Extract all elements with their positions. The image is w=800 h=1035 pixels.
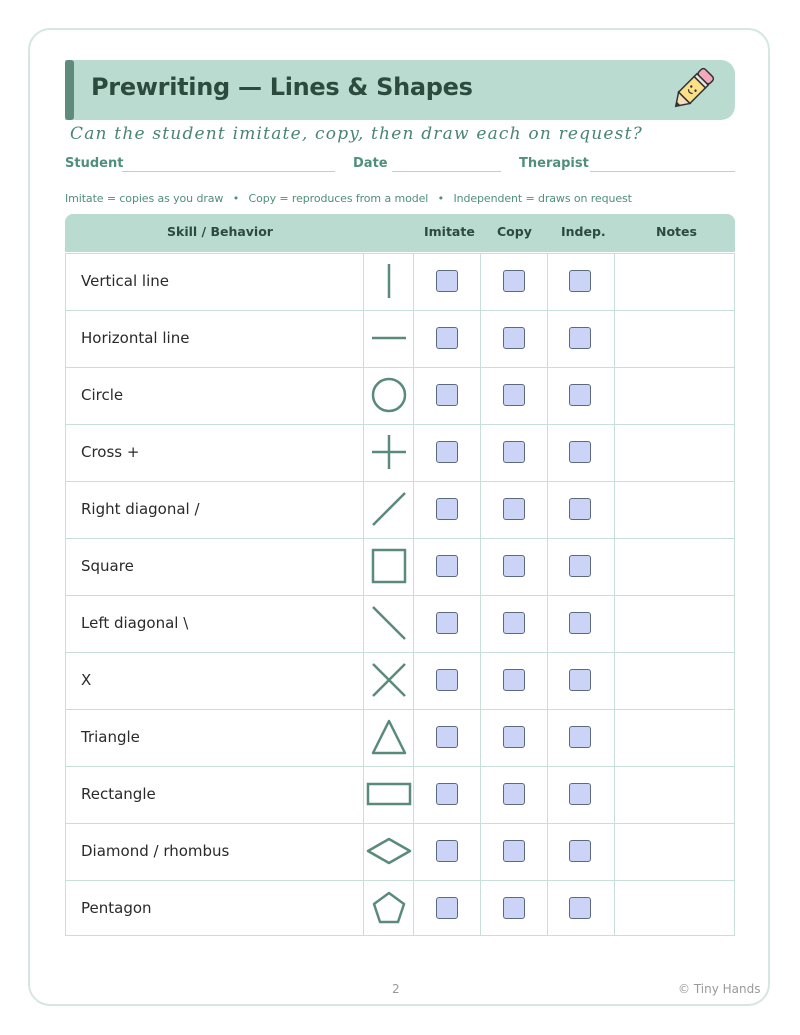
notes-cell[interactable] xyxy=(615,482,734,537)
date-field[interactable] xyxy=(392,171,501,172)
skill-label: Rectangle xyxy=(81,785,156,803)
page-title: Prewriting — Lines & Shapes xyxy=(91,73,473,101)
column-header-notes: Notes xyxy=(656,224,697,239)
skill-label: Square xyxy=(81,557,134,575)
table-row xyxy=(65,310,735,367)
copy-checkbox[interactable] xyxy=(503,441,525,463)
imitate-checkbox[interactable] xyxy=(436,270,458,292)
legend-separator: • xyxy=(437,192,445,205)
imitate-checkbox[interactable] xyxy=(436,897,458,919)
pencil-icon xyxy=(666,64,718,116)
indep-checkbox[interactable] xyxy=(569,555,591,577)
notes-cell[interactable] xyxy=(615,425,734,480)
indep-checkbox[interactable] xyxy=(569,441,591,463)
copy-checkbox[interactable] xyxy=(503,783,525,805)
skill-label: Horizontal line xyxy=(81,329,190,347)
notes-cell[interactable] xyxy=(615,767,734,822)
legend-copy: Copy = reproduces from a model xyxy=(248,192,429,205)
column-header-imitate: Imitate xyxy=(424,224,475,239)
table-row xyxy=(65,367,735,424)
column-header-indep: Indep. xyxy=(561,224,606,239)
diamond-icon xyxy=(364,826,414,876)
skill-label: Diamond / rhombus xyxy=(81,842,230,860)
imitate-checkbox[interactable] xyxy=(436,327,458,349)
page-number: 2 xyxy=(392,982,400,996)
table-row xyxy=(65,538,735,595)
skill-label: X xyxy=(81,671,92,689)
table-row xyxy=(65,823,735,880)
legend-separator: • xyxy=(232,192,240,205)
circle-icon xyxy=(364,370,414,420)
table-row xyxy=(65,709,735,766)
imitate-checkbox[interactable] xyxy=(436,441,458,463)
page-subtitle: Can the student imitate, copy, then draw each on request? xyxy=(70,124,643,144)
vertical-line-icon xyxy=(364,256,414,306)
table-row xyxy=(65,880,735,937)
column-header-skill: Skill / Behavior xyxy=(167,224,273,239)
copy-checkbox[interactable] xyxy=(503,726,525,748)
notes-cell[interactable] xyxy=(615,824,734,879)
notes-cell[interactable] xyxy=(615,710,734,765)
skill-label: Right diagonal / xyxy=(81,500,200,518)
imitate-checkbox[interactable] xyxy=(436,555,458,577)
copy-checkbox[interactable] xyxy=(503,384,525,406)
column-header-copy: Copy xyxy=(497,224,532,239)
copy-checkbox[interactable] xyxy=(503,498,525,520)
table-row xyxy=(65,766,735,823)
title-banner-accent xyxy=(65,60,74,120)
copy-checkbox[interactable] xyxy=(503,327,525,349)
table-header xyxy=(65,214,735,252)
copy-checkbox[interactable] xyxy=(503,555,525,577)
horizontal-line-icon xyxy=(364,313,414,363)
indep-checkbox[interactable] xyxy=(569,783,591,805)
student-field[interactable] xyxy=(122,171,335,172)
cross-icon xyxy=(364,427,414,477)
imitate-checkbox[interactable] xyxy=(436,840,458,862)
square-icon xyxy=(364,541,414,591)
indep-checkbox[interactable] xyxy=(569,498,591,520)
indep-checkbox[interactable] xyxy=(569,726,591,748)
date-label: Date xyxy=(353,156,388,171)
copy-checkbox[interactable] xyxy=(503,270,525,292)
indep-checkbox[interactable] xyxy=(569,270,591,292)
x-icon xyxy=(364,655,414,705)
triangle-icon xyxy=(364,712,414,762)
indep-checkbox[interactable] xyxy=(569,612,591,634)
table-row xyxy=(65,253,735,310)
notes-cell[interactable] xyxy=(615,881,734,936)
notes-cell[interactable] xyxy=(615,368,734,423)
indep-checkbox[interactable] xyxy=(569,384,591,406)
copy-checkbox[interactable] xyxy=(503,840,525,862)
notes-cell[interactable] xyxy=(615,596,734,651)
right-diagonal-icon xyxy=(364,484,414,534)
indep-checkbox[interactable] xyxy=(569,327,591,349)
notes-cell[interactable] xyxy=(615,539,734,594)
imitate-checkbox[interactable] xyxy=(436,669,458,691)
copy-checkbox[interactable] xyxy=(503,612,525,634)
skill-label: Triangle xyxy=(81,728,140,746)
imitate-checkbox[interactable] xyxy=(436,498,458,520)
indep-checkbox[interactable] xyxy=(569,669,591,691)
table-row xyxy=(65,424,735,481)
legend-independent: Independent = draws on request xyxy=(453,192,632,205)
therapist-field[interactable] xyxy=(590,171,735,172)
rectangle-icon xyxy=(364,769,414,819)
imitate-checkbox[interactable] xyxy=(436,783,458,805)
imitate-checkbox[interactable] xyxy=(436,726,458,748)
copyright: © Tiny Hands xyxy=(678,982,761,996)
skill-label: Circle xyxy=(81,386,124,404)
notes-cell[interactable] xyxy=(615,653,734,708)
indep-checkbox[interactable] xyxy=(569,897,591,919)
imitate-checkbox[interactable] xyxy=(436,384,458,406)
notes-cell[interactable] xyxy=(615,311,734,366)
copy-checkbox[interactable] xyxy=(503,669,525,691)
student-label: Student xyxy=(65,156,124,171)
table-row xyxy=(65,481,735,538)
pentagon-icon xyxy=(364,883,414,933)
table-row xyxy=(65,652,735,709)
imitate-checkbox[interactable] xyxy=(436,612,458,634)
skill-label: Cross + xyxy=(81,443,140,461)
legend-imitate: Imitate = copies as you draw xyxy=(65,192,224,205)
legend xyxy=(65,192,632,205)
skill-label: Vertical line xyxy=(81,272,169,290)
table-row xyxy=(65,595,735,652)
left-diagonal-icon xyxy=(364,598,414,648)
skill-label: Pentagon xyxy=(81,899,152,917)
indep-checkbox[interactable] xyxy=(569,840,591,862)
skill-label: Left diagonal \ xyxy=(81,614,189,632)
copy-checkbox[interactable] xyxy=(503,897,525,919)
notes-cell[interactable] xyxy=(615,254,734,309)
therapist-label: Therapist xyxy=(519,156,589,171)
